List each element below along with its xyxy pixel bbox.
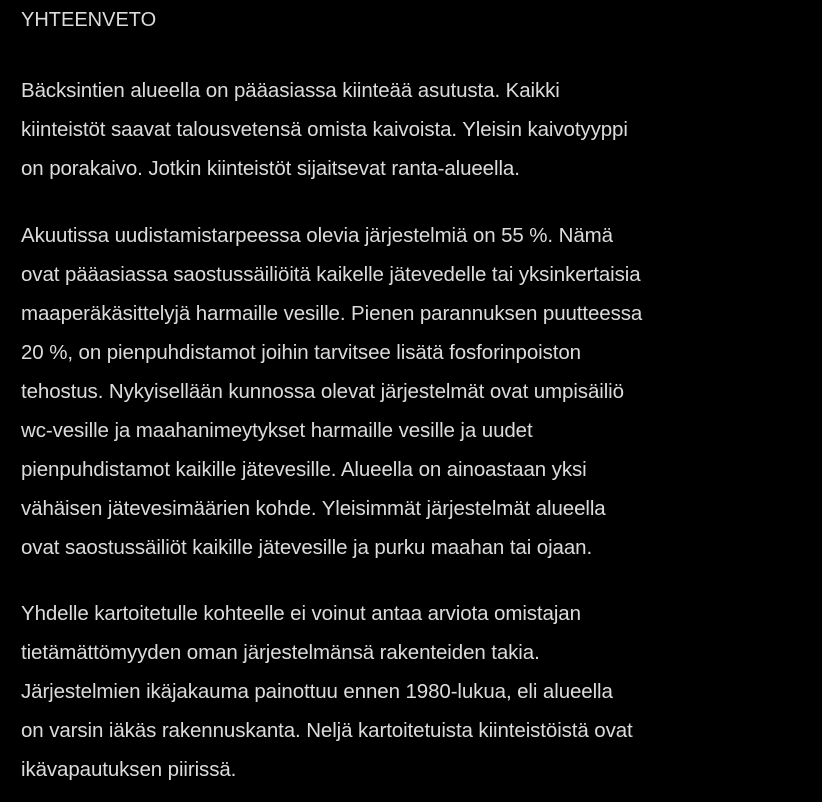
text-line: Bäcksintien alueella on pääasiassa kiinteää asutusta. Kaikki [21, 79, 560, 102]
paragraph-3 [21, 594, 811, 789]
text-line: ikävapautuksen piirissä. [21, 758, 237, 781]
text-line: Yhdelle kartoitetulle kohteelle ei voinut antaa arviota omistajan [21, 602, 581, 625]
text-line: Akuutissa uudistamistarpeessa olevia järjestelmiä on 55 %. Nämä [21, 224, 613, 247]
text-line: pienpuhdistamot kaikille jätevesille. Alueella on ainoastaan yksi [21, 458, 587, 481]
text-line: 20 %, on pienpuhdistamot joihin tarvitsee lisätä fosforinpoiston [21, 341, 581, 364]
text-line: tietämättömyyden oman järjestelmänsä rakenteiden takia. [21, 641, 540, 664]
text-line: ovat saostussäiliöt kaikille jätevesille ja purku maahan tai ojaan. [21, 536, 593, 559]
text-line: on porakaivo. Jotkin kiinteistöt sijaitsevat ranta-alueella. [21, 157, 520, 180]
text-line: kiinteistöt saavat talousvetensä omista kaivoista. Yleisin kaivotyyppi [21, 118, 628, 141]
text-line: on varsin iäkäs rakennuskanta. Neljä kartoitetuista kiinteistöistä ovat [21, 719, 633, 742]
document-body [21, 0, 811, 789]
text-line: vähäisen jätevesimäärien kohde. Yleisimmät järjestelmät alueella [21, 497, 606, 520]
text-line: ovat pääasiassa saostussäiliöitä kaikelle jätevedelle tai yksinkertaisia [21, 263, 641, 286]
paragraph-1 [21, 71, 811, 188]
text-line: tehostus. Nykyisellään kunnossa olevat järjestelmät ovat umpisäiliö [21, 380, 624, 403]
section-heading: YHTEENVETO [21, 9, 157, 31]
text-line: maaperäkäsittelyjä harmaille vesille. Pienen parannuksen puutteessa [21, 302, 643, 325]
paragraph-2 [21, 216, 811, 567]
text-line: Järjestelmien ikäjakauma painottuu ennen 1980-lukua, eli alueella [21, 680, 613, 703]
text-line: wc-vesille ja maahanimeytykset harmaille vesille ja uudet [21, 419, 533, 442]
